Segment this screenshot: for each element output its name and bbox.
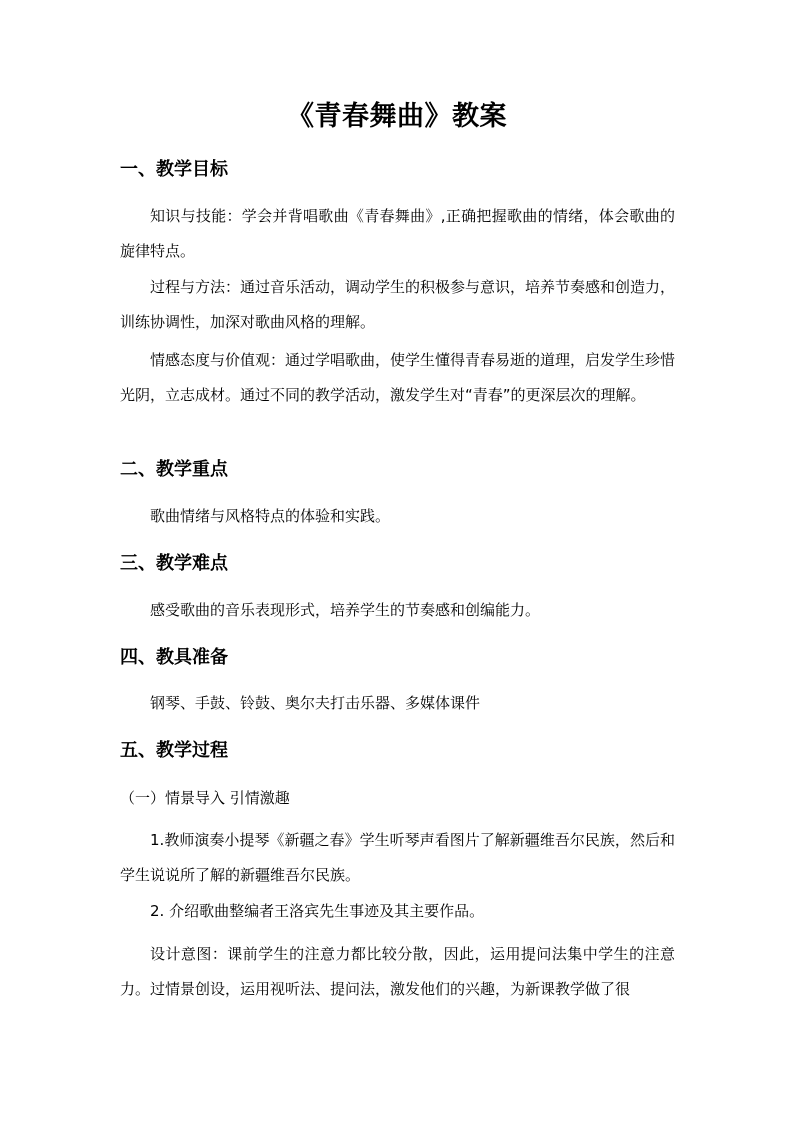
paragraph-key-points: 歌曲情绪与风格特点的体验和实践。 (150, 507, 391, 525)
paragraph-emotion-values: 情感态度与价值观：通过学唱歌曲，使学生懂得青春易逝的道理，启发学生珍惜光阴，立志成材。通过不同的教学活动，激发学生对“青春”的更深层次的理解。 (120, 351, 676, 404)
section-heading-process: 五、教学过程 (120, 740, 228, 761)
paragraph-composer-intro: 2. 介绍歌曲整编者王洛宾先生事迹及其主要作品。 (150, 902, 485, 920)
section-heading-objectives: 一、教学目标 (120, 159, 228, 180)
paragraph-design-intent: 设计意图：课前学生的注意力都比较分散，因此，运用提问法集中学生的注意力。过情景创设，运用视听法、提问法，激发他们的兴趣，为新课教学做了很 (120, 945, 675, 998)
paragraph-process-methods: 过程与方法：通过音乐活动，调动学生的积极参与意识，培养节奏感和创造力，训练协调性，加深对歌曲风格的理解。 (120, 278, 676, 331)
paragraph-knowledge-skills: 知识与技能：学会并背唱歌曲《青春舞曲》,正确把握歌曲的情绪，体会歌曲的旋律特点。 (120, 207, 675, 260)
paragraph-materials: 钢琴、手鼓、铃鼓、奥尔夫打击乐器、多媒体课件 (150, 694, 481, 712)
document-title: 《青春舞曲》教案 (287, 101, 507, 132)
section-heading-key-points: 二、教学重点 (120, 459, 228, 480)
paragraph-difficulties: 感受歌曲的音乐表现形式，培养学生的节奏感和创编能力。 (150, 601, 541, 619)
section-heading-difficulties: 三、教学难点 (120, 553, 228, 574)
subsection-heading-intro: （一）情景导入 引情激趣 (120, 789, 290, 807)
paragraph-violin-intro: 1.教师演奏小提琴《新疆之春》学生听琴声看图片了解新疆维吾尔民族，然后和学生说说所了解的新疆维吾尔民族。 (120, 831, 675, 884)
section-heading-materials: 四、教具准备 (120, 647, 228, 668)
